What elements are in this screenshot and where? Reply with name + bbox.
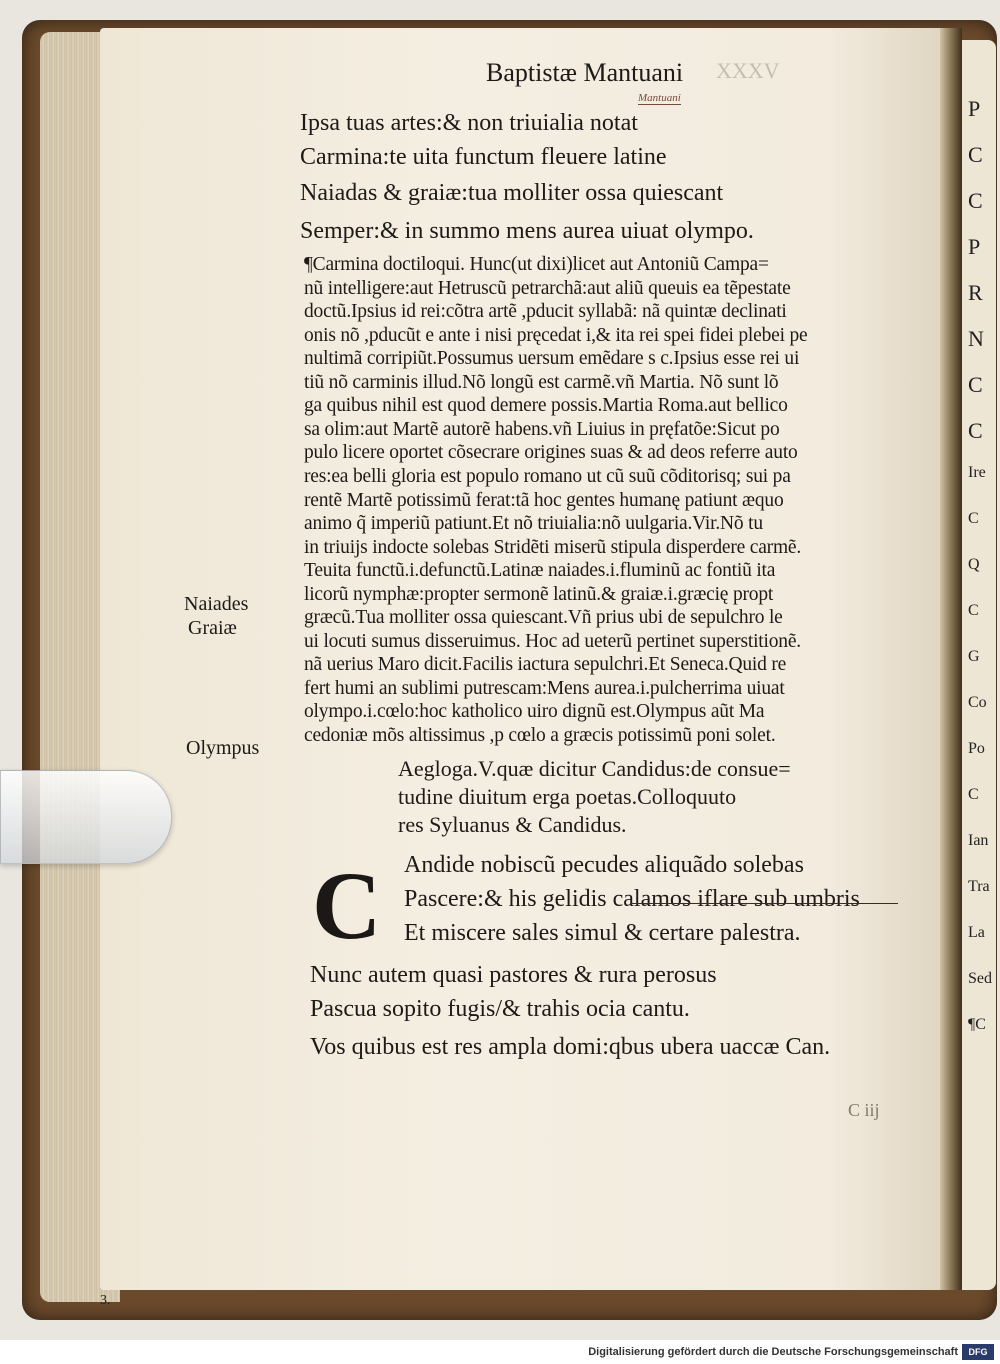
commentary-line: olympo.i.cœlo:hoc katholico uiro dignũ est.Olympus aũt Ma [304, 701, 765, 723]
facing-page-letter: La [968, 924, 985, 941]
commentary-line: doctũ.Ipsius id rei:cõtra artẽ ,pducit syllabã: nã quintæ declinati [304, 301, 787, 323]
commentary-line: in triuijs indocte solebas Stridẽti miserũ stipula disperdere carmẽ. [304, 536, 802, 558]
facing-page-letter: R [968, 280, 983, 305]
facing-page-letter: ¶C [968, 1016, 986, 1033]
margin-note: Olympus [186, 737, 260, 759]
folio-number: XXXV [716, 58, 780, 83]
margin-note: Naiades [184, 593, 249, 615]
commentary-line: res:ea belli gloria est populo romano ut cũ suũ cõditorisq; sui pa [304, 465, 791, 487]
facing-page-letter: C [968, 602, 979, 619]
facing-page-letter: Co [968, 694, 987, 711]
bottom-mark: 3. [100, 1293, 111, 1308]
commentary-line: nultimã corripiũt.Possumus uersum emẽdare s c.Ipsius esse rei ui [304, 348, 800, 370]
facing-page-letter: N [968, 326, 984, 351]
commentary-line: ui locuti sumus disseruimus. Hoc ad ueterũ pertinet superstitionẽ. [304, 630, 801, 652]
eclogue-line: Et miscere sales simul & certare palestra. [404, 920, 801, 946]
eclogue-heading-line: Aegloga.V.quæ dicitur Candidus:de consue= [398, 756, 791, 781]
commentary-line: tiũ nõ carminis illud.Nõ longũ est carmẽ.vñ Martia. Nõ sunt lõ [304, 371, 779, 393]
signature-mark: C iij [848, 1100, 880, 1120]
commentary-line: pulo licere oportet cõsecrare origines suas & ad deos referre auto [304, 442, 798, 464]
commentary-line: græcũ.Tua molliter ossa quiescant.Vñ prius ubi de sepulchro le [304, 607, 783, 629]
eclogue-line: Andide nobiscũ pecudes aliquãdo solebas [404, 852, 804, 878]
verse-line: Naiadas & graiæ:tua molliter ossa quiescant [300, 180, 724, 206]
eclogue-line: Pascua sopito fugis/& trahis ocia cantu. [310, 996, 690, 1022]
commentary-line: rentẽ Martẽ potissimũ ferat:tã hoc gentes humanę patiunt æquo [304, 489, 784, 511]
commentary-line: onis nõ ,pducũt e ante i nisi pręcedat i,& ita rei spei fidei plebei pe [304, 324, 808, 346]
facing-page-letter: Ire [968, 464, 986, 481]
facing-page-letter: C [968, 142, 983, 167]
eclogue-heading-line: res Syluanus & Candidus. [398, 812, 627, 837]
facing-page-letter: C [968, 418, 983, 443]
facing-page-letter: C [968, 188, 983, 213]
facing-page-letter: C [968, 786, 979, 803]
verse-line: Ipsa tuas artes:& non triuialia notat [300, 110, 638, 136]
facing-page-letter: P [968, 234, 981, 259]
commentary-line: ga quibus nihil est quod demere possis.Martia Roma.aut bellico [304, 395, 788, 417]
decorated-initial: C [312, 852, 382, 959]
commentary-line: nã uerius Maro dicit.Facilis iactura sepulchri.Et Seneca.Quid re [304, 654, 787, 676]
running-head: Baptistæ Mantuani [486, 58, 684, 87]
facing-page-letter: Sed [968, 970, 992, 987]
handwritten-annotation: Mantuani [638, 92, 681, 104]
book-gutter [940, 28, 962, 1290]
commentary-line: licorũ nymphæ:propter sermonẽ latinũ.& graiæ.i.græcię propt [304, 583, 774, 605]
commentary-line: animo q̃ imperiũ patiunt.Et nõ triuialia:nõ uulgaria.Vir.Nõ tu [304, 513, 763, 535]
facing-page-letter: C [968, 510, 979, 527]
footer-credit: Digitalisierung gefördert durch die Deutsche Forschungsgemeinschaft [588, 1346, 958, 1358]
eclogue-line: Nunc autem quasi pastores & rura perosus [310, 962, 717, 988]
facing-page-letter: Tra [968, 878, 990, 895]
facing-page-letter: Q [968, 556, 980, 573]
eclogue-line: Pascere:& his gelidis calamos iflare sub umbris [404, 886, 860, 912]
commentary-line: sa olim:aut Martẽ autorẽ habens.vñ Liuius in pręfatõe:Sicut po [304, 418, 780, 440]
verse-line: Semper:& in summo mens aurea uiuat olympo. [300, 218, 754, 244]
facing-page-letter: P [968, 96, 981, 121]
commentary-line: ¶Carmina doctiloqui. Hunc(ut dixi)licet aut Antoniũ Campa= [304, 254, 769, 275]
commentary-line: nũ intelligere:aut Hetruscũ petrarchã:aut aliũ queuis ea tẽpestate [304, 277, 791, 299]
margin-note: Graiæ [188, 617, 237, 639]
facing-page-letter: Ian [968, 832, 989, 849]
eclogue-heading-line: tudine diuitum erga poetas.Colloquuto [398, 784, 737, 809]
ink-underline [630, 903, 898, 904]
eclogue-line: Vos quibus est res ampla domi:qbus ubera uaccæ Can. [310, 1034, 831, 1060]
facing-page-letter: Po [968, 740, 985, 757]
facing-page-letter: C [968, 372, 983, 397]
facing-page-letter: G [968, 648, 980, 665]
pointer-tool [0, 770, 172, 864]
commentary-line: fert humi an sublimi putrescam:Mens aurea.i.pulcherrima uiuat [304, 677, 785, 699]
verse-line: Carmina:te uita functum fleuere latine [300, 144, 667, 170]
dfg-logo: DFG [962, 1344, 994, 1360]
commentary-line: Teuita functũ.i.defunctũ.Latinæ naiades.i.fluminũ ac fontiũ ita [304, 560, 776, 582]
commentary-line: cedoniæ mõs altissimus ,p cœlo a græcis potissimũ poni solet. [304, 725, 776, 746]
